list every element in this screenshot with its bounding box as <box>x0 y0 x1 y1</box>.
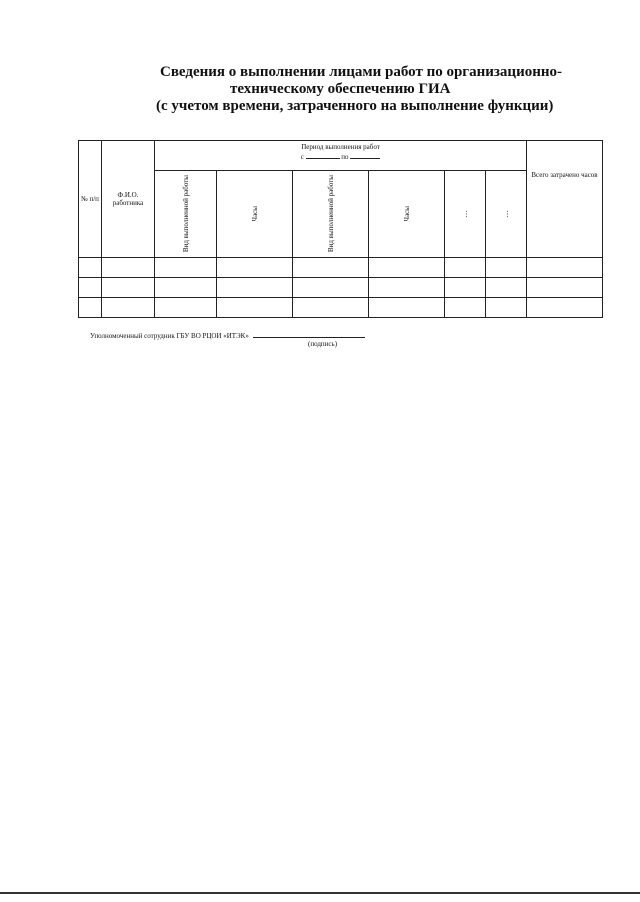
report-table <box>78 140 603 318</box>
header-num: № п/п <box>79 141 102 258</box>
document-title <box>140 64 580 115</box>
sub-work-type-1: Вид выполненной работы <box>155 171 217 258</box>
sub-work-type-2: Вид выполненной работы <box>293 171 369 258</box>
sub-hours-1: Часы <box>217 171 293 258</box>
sub-hours-2: Часы <box>369 171 445 258</box>
header-name: Ф.И.О. работника <box>102 141 155 258</box>
period-from-blank <box>306 152 340 159</box>
signature-caption: (подпись) <box>308 340 338 348</box>
sub-dots-1: … <box>445 171 486 258</box>
table-row <box>79 258 603 278</box>
table-row <box>79 278 603 298</box>
signature-blank <box>253 330 365 338</box>
title-line-3: (с учетом времени, затраченного на выполнение функции) <box>156 98 554 114</box>
period-range: с по <box>155 152 526 161</box>
table-row <box>79 298 603 318</box>
title-line-1: Сведения о выполнении лицами работ по организационно- <box>160 64 562 80</box>
header-period <box>155 141 527 171</box>
signature-label: Уполномоченный сотрудник ГБУ ВО РЦОИ «ИТЭК» <box>90 332 249 340</box>
period-label: Период выполнения работ <box>301 143 380 151</box>
header-total: Всего затрачено часов <box>527 141 603 258</box>
signature-line <box>90 330 365 340</box>
period-to-blank <box>350 152 380 159</box>
sub-dots-2: … <box>486 171 527 258</box>
bottom-rule <box>0 892 640 894</box>
title-line-2: техническому обеспечению ГИА <box>230 81 451 97</box>
